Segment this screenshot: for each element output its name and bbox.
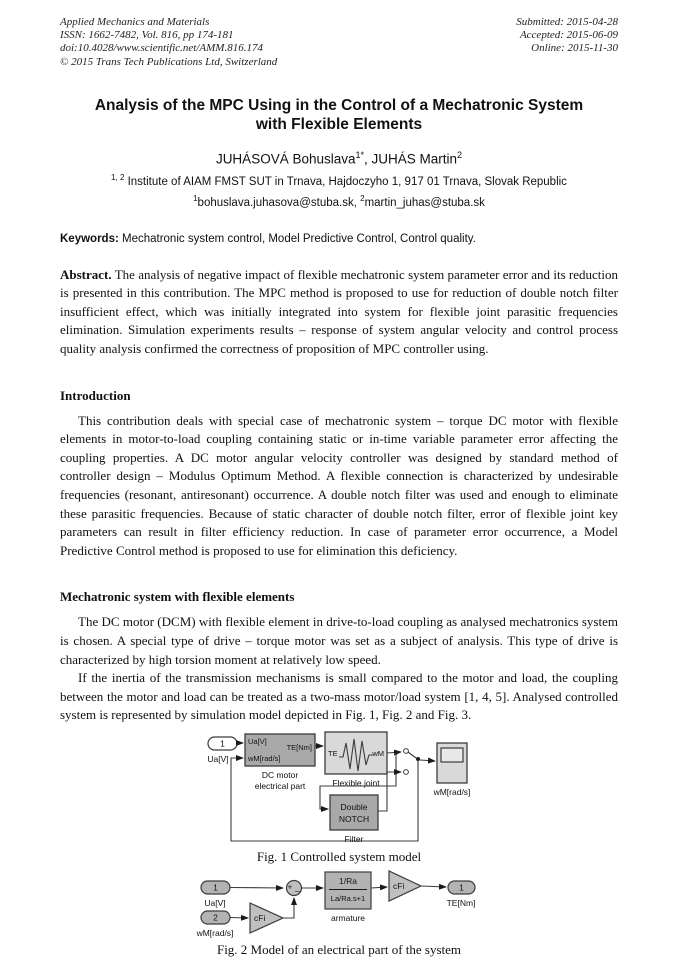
fig2-outport-number: 1 — [459, 882, 464, 893]
author-separator: , — [364, 151, 372, 166]
gain2-label: cFi — [393, 880, 405, 891]
keywords-line — [60, 233, 618, 245]
joint-name: Flexible joint — [332, 777, 380, 788]
fig2-inport1-number: 1 — [213, 882, 218, 893]
author-2: JUHÁS Martin — [371, 151, 458, 166]
wire-switch-to-scope — [420, 760, 435, 761]
gain1-label: cFi — [254, 912, 266, 923]
sum-plus-sign: + — [287, 882, 293, 892]
joint-output-label: wM — [372, 748, 384, 758]
email-2: martin_juhas@stuba.sk — [364, 196, 485, 209]
author-1-sup: 1* — [355, 149, 365, 160]
affiliation-text: Institute of AIAM FMST SUT in Trnava, Hajdoczyho 1, 917 01 Trnava, Slovak Republic — [127, 175, 567, 188]
wire-notch-to-switch — [378, 772, 401, 811]
mechatronic-paragraph-1: The DC motor (DCM) with flexible element in drive-to-load coupling as analysed mechatronics system is chosen. A special type of drive – torque motor was set as a subject of analysis. This type of drive is characterized by high torsion moment at relatively low speed. — [60, 614, 618, 667]
author-1: JUHÁSOVÁ Bohuslava — [215, 151, 356, 166]
author-2-sup: 2 — [457, 149, 463, 160]
wire-inport2-to-gain — [230, 917, 248, 918]
submission-dates — [516, 16, 618, 69]
figure-1-diagram — [182, 731, 518, 848]
dcm-output-label: TE[Nm] — [286, 742, 312, 752]
fig1-inport-label: Ua[V] — [207, 753, 229, 764]
scope-screen — [441, 748, 463, 762]
figure-2-diagram — [130, 868, 498, 940]
dcm-input2-label: wM[rad/s] — [248, 753, 281, 763]
journal-info — [60, 16, 277, 69]
dcm-name-line1: DC motor — [261, 769, 299, 780]
switch-bottom-contact — [404, 770, 409, 775]
fig2-inport2-label: wM[rad/s] — [196, 927, 234, 938]
wire-inport1-to-sum — [230, 887, 283, 888]
switch-output-node — [416, 757, 420, 761]
joint-input-label: TE — [328, 748, 338, 758]
fig2-inport2-number: 2 — [213, 912, 218, 923]
accepted-date: Accepted: 2015-06-09 — [519, 29, 618, 42]
fig1-inport-number: 1 — [220, 738, 225, 749]
journal-name: Applied Mechanics and Materials — [60, 16, 210, 28]
figure-2 — [130, 868, 498, 940]
abstract-label: Abstract. — [60, 266, 112, 282]
dcm-input1-label: Ua[V] — [248, 736, 267, 746]
switch-top-contact — [404, 749, 409, 754]
emails-line — [60, 194, 618, 209]
section-heading-introduction: Introduction — [60, 387, 131, 403]
affiliation-sup: 1, 2 — [111, 173, 125, 182]
keywords-label: Keywords: — [60, 232, 119, 245]
journal-copyright: © 2015 Trans Tech Publications Ltd, Switzerland — [60, 55, 278, 68]
figure-1 — [182, 731, 518, 848]
paper-content — [60, 16, 618, 958]
section-heading-mechatronic: Mechatronic system with flexible elements — [60, 589, 295, 605]
wire-gain2-to-outport — [421, 886, 446, 887]
affiliation-line — [60, 173, 618, 188]
armature-denominator: La/Ra.s+1 — [330, 893, 366, 903]
abstract-text: The analysis of negative impact of flexible mechatronic system parameter error and its reduction is presented in this contribution. The MPC method is proposed to use for reduction of double notch filter insufficient effect, which was initially integrated into system for flexible joint parasitic frequencies elimination. Simulation experiments results – response of system angular velocity and control process quality analysis confirmed the correctness of proposition of MPC controller using. — [60, 266, 619, 357]
page-title: Analysis of the MPC Using in the Control of a Mechatronic System with Flexible Elements — [94, 96, 584, 134]
figure-2-caption: Fig. 2 Model of an electrical part of the system — [216, 941, 462, 957]
notch-label-line1: Double — [340, 801, 368, 812]
keywords-text: Mechatronic system control, Model Predictive Control, Control quality. — [122, 232, 476, 245]
fig2-inport1-label: Ua[V] — [204, 897, 226, 908]
dcm-name-line2: electrical part — [254, 780, 306, 791]
journal-doi: doi:10.4028/www.scientific.net/AMM.816.174 — [60, 42, 263, 55]
introduction-paragraph: This contribution deals with special case of mechatronic system – torque DC motor with flexible elements in motor-to-load coupling containing static or in-time variable parameter error affecting the coupling properties. A DC motor angular velocity controller was designed by standard method of controller design – Modulus Optimum Method. A flexible connection is characterized by undesirable frequencies (resonant, antiresonant) occurrence. A double notch filter was used and enough to eliminate these parasitic frequencies. Because of static character of double notch filter, error of flexible joint key parameters can result in filter efficiency reduction. In case of parameter error occurrence, a Model Predictive Control method is proposed to use for elimination this deficiency. — [60, 412, 618, 558]
abstract — [60, 266, 618, 359]
figure-1-caption: Fig. 1 Controlled system model — [256, 848, 422, 864]
scope-name: wM[rad/s] — [433, 786, 471, 797]
switch-lever — [408, 752, 416, 758]
wire-armature-to-gain2 — [371, 887, 387, 888]
fig2-outport-label: TE[Nm] — [446, 897, 476, 908]
journal-issn: ISSN: 1662-7482, Vol. 816, pp 174-181 — [60, 29, 234, 42]
armature-numerator: 1/Ra — [339, 875, 357, 886]
wire-joint-to-switch — [387, 752, 401, 753]
email-1-sup: 1 — [193, 193, 198, 203]
journal-header — [60, 16, 618, 69]
armature-name: armature — [330, 912, 366, 923]
notch-filter-block — [330, 795, 378, 830]
authors-line — [60, 150, 618, 167]
notch-name: Filter — [344, 833, 364, 844]
sum-minus-sign: _ — [295, 882, 300, 892]
submitted-date: Submitted: 2015-04-28 — [516, 16, 618, 28]
email-2-sup: 2 — [360, 193, 365, 203]
mechatronic-paragraph-2: If the inertia of the transmission mechanisms is small compared to the motor and load, the coupling between the motor and load can be treated as a two-mass motor/load system [1, 4, 5]. Analysed controlled system is represented by simulation model depicted in Fig. 1, Fig. 2 and Fig. 3. — [60, 670, 618, 723]
email-1: bohuslava.juhasova@stuba.sk, — [197, 196, 357, 209]
wire-gain1-to-sum — [283, 898, 294, 918]
online-date: Online: 2015-11-30 — [531, 42, 618, 55]
notch-label-line2: NOTCH — [338, 813, 370, 824]
